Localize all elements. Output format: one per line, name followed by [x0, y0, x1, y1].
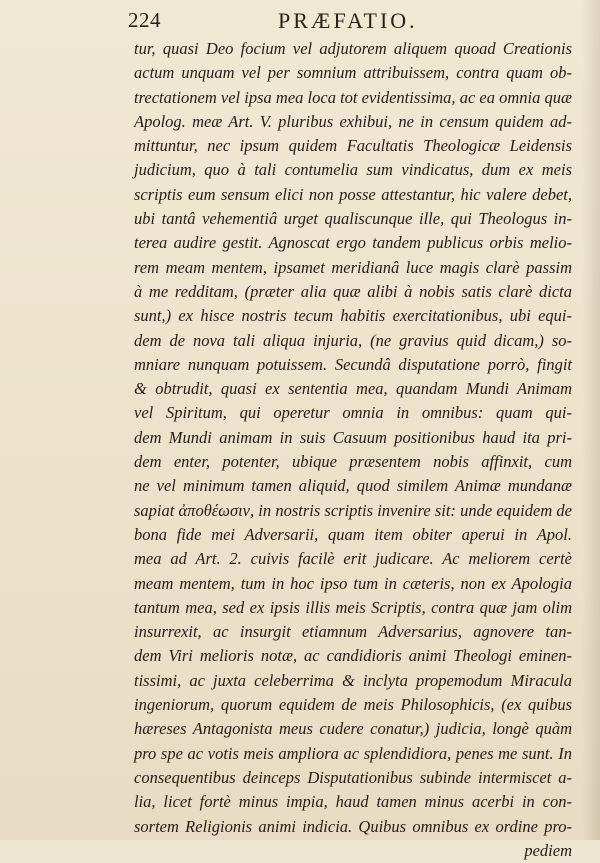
text-line: bona fide mei Adversarii, quam item obiter aperui in Apol.: [134, 524, 572, 544]
text-line: mittuntur, nec ipsum quidem Facultatis Theologicæ Leidensis: [134, 136, 572, 156]
text-line: terea audire gestit. Agnoscat ergo tandem publicus orbis melio-: [134, 233, 572, 253]
text-line: sunt,) ex hisce nostris tecum habitis exercitationibus, ubi equi-: [134, 306, 572, 326]
text-line: mniare nunquam potuissem. Secundâ disputatione porrò, fingit: [134, 354, 572, 374]
text-line: dem de nova tali aliqua injuria, (ne gravius quid dicam,) so-: [134, 330, 572, 350]
text-line: scriptis eum sensum elici non posse attestantur, hic valere debet,: [134, 184, 572, 204]
text-line: dem enter, potenter, ubique præsentem nobis affinxit, cum: [134, 452, 572, 472]
page-number: 224: [128, 8, 161, 32]
text-line: meam mentem, tum in hoc ipso tum in cæteris, non ex Apologia: [134, 573, 572, 593]
text-line: dem Viri melioris notæ, ac candidioris animi Theologi eminen-: [134, 646, 572, 666]
text-line: ingeniorum, quorum equidem de meis Philosophicis, (ex quibus: [134, 695, 572, 715]
text-line: actum unquam vel per somnium attribuissem, contra quam ob-: [134, 63, 572, 83]
text-line: judicium, quo à tali contumelia sum vindicatus, dum ex meis: [134, 160, 572, 180]
text-line: Apolog. meæ Art. V. pluribus exhibui, ne in censum quidem ad-: [134, 111, 572, 131]
text-line: lia, licet fortè minus impia, haud tamen minus acerbi in con-: [134, 792, 572, 812]
page-header: [0, 6, 600, 36]
text-line: rem meam mentem, ipsamet meridianâ luce magis clarè passim: [134, 257, 572, 277]
text-line: sortem Religionis animi indicia. Quibus omnibus ex ordine pro-: [134, 816, 572, 836]
text-line: insurrexit, ac insurgit etiamnum Adversarius, agnovere tan-: [134, 622, 572, 642]
text-line: ubi tantâ vehementiâ urget qualiscunque ille, qui Theologus in-: [134, 209, 572, 229]
text-line: pro spe ac votis meis ampliora ac splendidiora, penes me sunt. In: [134, 743, 572, 763]
text-line: tissimi, ac juxta celeberrima & inclyta propemodum Miracula: [134, 670, 572, 690]
text-line: dem Mundi animam in suis Casuum positionibus haud ita pri-: [134, 427, 572, 447]
text-line: consequentibus deinceps Disputationibus subinde intermiscet a-: [134, 767, 572, 787]
text-line: & obtrudit, quasi ex sententia mea, quandam Mundi Animam: [134, 379, 572, 399]
page-edge-shadow: [582, 0, 600, 840]
text-line: pediem: [524, 840, 572, 860]
text-line: trectationem vel ipsa mea loca tot evidentissima, ac ea omnia quæ: [134, 87, 572, 107]
text-line: tur, quasi Deo focium vel adjutorem aliquem quoad Creationis: [134, 39, 572, 58]
text-line: tantum mea, sed ex ipsis illis meis Scriptis, contra quæ jam olim: [134, 597, 572, 617]
text-line: hæreses Antagonista meus cudere conatur,) judicia, longè quàm: [134, 719, 572, 739]
text-line: ne vel minimum tamen aliquid, quod similem Animæ mundanæ: [134, 476, 572, 496]
text-line: mea ad Art. 2. cuivis facilè erit judicare. Ac meliorem certè: [134, 549, 572, 569]
text-line: vel Spiritum, qui operetur omnia in omnibus: quam qui-: [134, 403, 572, 423]
text-line: sapiat ἀποθέωσιν, in nostris scriptis invenire sit: unde equidem de: [134, 500, 572, 520]
running-head: PRÆFATIO.: [278, 8, 418, 33]
text-line: à me redditam, (præter alia quæ alibi à nobis satis clarè dicta: [134, 281, 572, 301]
body-text: [134, 37, 572, 863]
